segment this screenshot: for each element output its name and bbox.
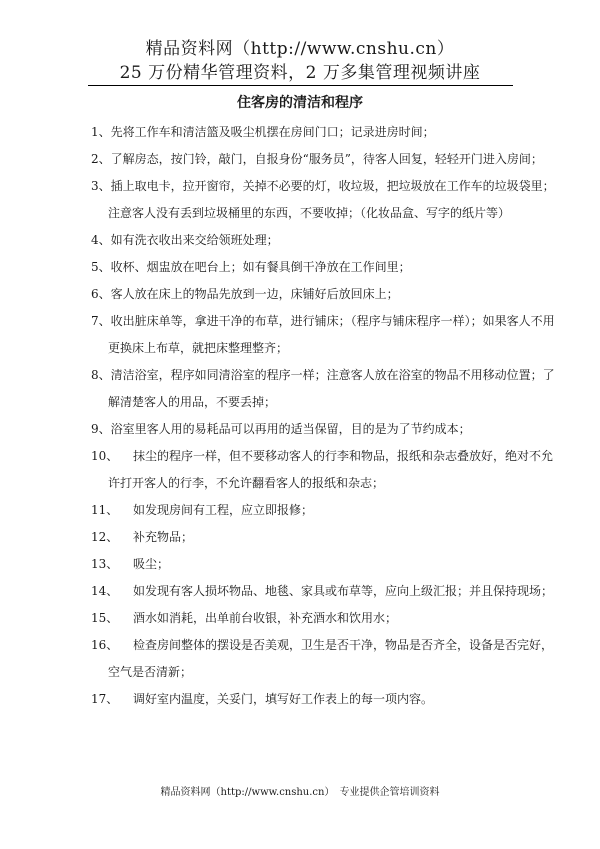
item-number: 7、	[91, 314, 111, 328]
item-text: 如发现房间有工程，应立即报修；	[133, 503, 314, 517]
list-item	[91, 605, 531, 632]
item-number: 4、	[91, 233, 111, 247]
item-text: 酒水如消耗，出单前台收银，补充酒水和饮用水；	[133, 611, 398, 625]
item-continuation: 许打开客人的行李，不允许翻看客人的报纸和杂志；	[108, 476, 385, 490]
header-tagline: 25 万份精华管理资料，2 万多集管理视频讲座	[119, 63, 481, 83]
item-continuation: 解清楚客人的用品，不要丢掉；	[108, 395, 277, 409]
page-footer: 精品资料网（http://www.cnshu.cn） 专业提供企管培训资料	[160, 787, 440, 798]
item-text: 吸尘；	[133, 557, 170, 571]
header-divider	[88, 85, 513, 86]
item-text: 如有洗衣收出来交给领班处理；	[110, 233, 279, 247]
item-number: 6、	[91, 287, 111, 301]
list-item	[91, 362, 555, 416]
list-item	[91, 497, 531, 524]
item-number: 9、	[91, 422, 111, 436]
item-text: 插上取电卡，拉开窗帘，关掉不必要的灯，收垃圾，把垃圾放在工作车的垃圾袋里；	[110, 179, 555, 193]
item-text: 浴室里客人用的易耗品可以再用的适当保留，目的是为了节约成本；	[110, 422, 471, 436]
list-item	[91, 443, 554, 497]
item-text: 先将工作车和清洁篮及吸尘机摆在房间门口；记录进房时间；	[110, 125, 435, 139]
item-number: 1、	[91, 125, 111, 139]
procedure-list	[91, 119, 555, 713]
list-item	[91, 416, 531, 443]
item-continuation: 注意客人没有丢到垃圾桶里的东西，不要收掉；（化妆品盒、写字的纸片等）	[108, 206, 511, 220]
item-text: 收出脏床单等，拿进干净的布草，进行铺床；（程序与铺床程序一样）；如果客人不用	[110, 314, 555, 328]
item-continuation: 空气是否清新；	[108, 665, 193, 679]
item-number: 10、	[91, 449, 119, 463]
list-item	[91, 308, 555, 362]
list-item	[91, 173, 555, 227]
item-continuation: 更换床上布草，就把床整理整齐；	[108, 341, 289, 355]
list-item	[91, 524, 531, 551]
list-item	[91, 632, 554, 686]
list-item	[91, 686, 531, 713]
item-number: 13、	[91, 557, 119, 571]
item-number: 2、	[91, 152, 111, 166]
page-header	[0, 38, 600, 84]
document-title: 住客房的清洁和程序	[237, 95, 363, 111]
item-number: 12、	[91, 530, 119, 544]
item-text: 补充物品；	[133, 530, 194, 544]
list-item	[91, 227, 531, 254]
item-number: 16、	[91, 638, 119, 652]
item-number: 11、	[91, 503, 119, 517]
item-text: 调好室内温度，关妥门，填写好工作表上的每一项内容。	[133, 692, 434, 706]
item-number: 3、	[91, 179, 111, 193]
item-number: 17、	[91, 692, 119, 706]
item-text: 客人放在床上的物品先放到一边，床铺好后放回床上；	[110, 287, 399, 301]
item-number: 15、	[91, 611, 119, 625]
item-text: 清洁浴室，程序如同清浴室的程序一样；注意客人放在浴室的物品不用移动位置；了	[110, 368, 555, 382]
list-item	[91, 254, 531, 281]
item-text: 抹尘的程序一样，但不要移动客人的行李和物品，报纸和杂志叠放好，绝对不允	[133, 449, 554, 463]
list-item	[91, 551, 531, 578]
list-item	[91, 146, 543, 173]
item-text: 检查房间整体的摆设是否美观，卫生是否干净，物品是否齐全，设备是否完好，	[133, 638, 554, 652]
item-number: 14、	[91, 584, 119, 598]
list-item	[91, 281, 531, 308]
list-item	[91, 578, 554, 605]
item-text: 如发现有客人损坏物品、地毯、家具或布草等，应向上级汇报；并且保持现场；	[133, 584, 554, 598]
item-number: 8、	[91, 368, 111, 382]
item-text: 收杯、烟盅放在吧台上；如有餐具倒干净放在工作间里；	[110, 260, 411, 274]
item-number: 5、	[91, 260, 111, 274]
list-item	[91, 119, 531, 146]
header-site-name: 精品资料网（http://www.cnshu.cn）	[145, 39, 455, 59]
item-text: 了解房态，按门铃，敲门，自报身份“服务员”，待客人回复，轻轻开门进入房间；	[110, 152, 543, 166]
